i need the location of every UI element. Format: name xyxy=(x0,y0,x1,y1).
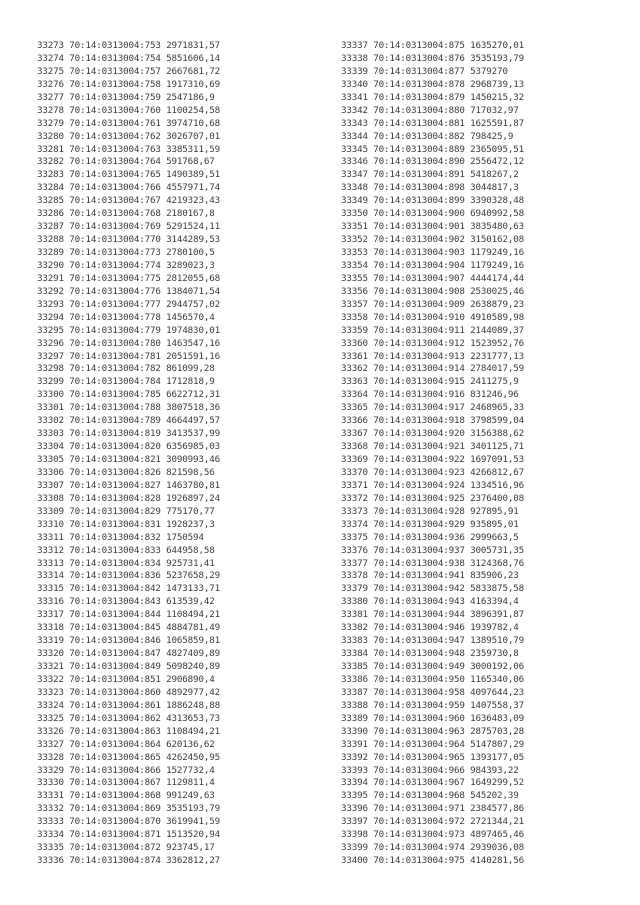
table-row: 33350 70:14:0313004:900 6940992,58 xyxy=(341,208,524,220)
table-row: 33391 70:14:0313004:964 5147807,29 xyxy=(341,738,524,750)
table-row: 33299 70:14:0313004:784 1712818,9 xyxy=(37,376,215,388)
table-row: 33346 70:14:0313004:890 2556472,12 xyxy=(341,156,524,168)
table-row: 33300 70:14:0313004:785 6622712,31 xyxy=(37,389,220,401)
table-row: 33364 70:14:0313004:916 831246,96 xyxy=(341,389,519,401)
table-row: 33361 70:14:0313004:913 2231777,13 xyxy=(341,350,524,362)
table-row: 33311 70:14:0313004:832 1750594 xyxy=(37,531,204,543)
table-row: 33348 70:14:0313004:898 3044817,3 xyxy=(341,182,519,194)
table-row: 33395 70:14:0313004:968 545202,39 xyxy=(341,790,519,802)
table-row: 33354 70:14:0313004:904 1179249,16 xyxy=(341,259,524,271)
table-row: 33314 70:14:0313004:836 5237658,29 xyxy=(37,570,220,582)
table-row: 33360 70:14:0313004:912 1523952,76 xyxy=(341,337,524,349)
table-row: 33332 70:14:0313004:869 3535193,79 xyxy=(37,803,220,815)
table-row: 33279 70:14:0313004:761 3974710,68 xyxy=(37,117,220,129)
table-row: 33322 70:14:0313004:851 2906890,4 xyxy=(37,673,215,685)
table-row: 33312 70:14:0313004:833 644958,58 xyxy=(37,544,215,556)
table-row: 33318 70:14:0313004:845 4884781,49 xyxy=(37,622,220,634)
table-row: 33337 70:14:0313004:875 1635270,01 xyxy=(341,40,524,51)
table-row: 33397 70:14:0313004:972 2721344,21 xyxy=(341,816,524,828)
table-row: 33339 70:14:0313004:877 5379270 xyxy=(341,65,508,77)
table-row: 33276 70:14:0313004:758 1917310,69 xyxy=(37,78,220,90)
table-row: 33389 70:14:0313004:960 1636483,09 xyxy=(341,712,524,724)
table-row: 33396 70:14:0313004:971 2384577,86 xyxy=(341,803,524,815)
table-row: 33283 70:14:0313004:765 1490389,51 xyxy=(37,169,220,181)
table-row: 33386 70:14:0313004:950 1165340,06 xyxy=(341,673,524,685)
table-row: 33343 70:14:0313004:881 1625591,87 xyxy=(341,117,524,129)
table-row: 33313 70:14:0313004:834 925731,41 xyxy=(37,557,215,569)
table-row: 33284 70:14:0313004:766 4557971,74 xyxy=(37,182,220,194)
table-row: 33392 70:14:0313004:965 1393177,05 xyxy=(341,751,524,763)
table-row: 33278 70:14:0313004:760 1100254,58 xyxy=(37,104,220,116)
table-row: 33288 70:14:0313004:770 3144289,53 xyxy=(37,234,220,246)
table-row: 33305 70:14:0313004:821 3090993,46 xyxy=(37,454,220,465)
table-row: 33338 70:14:0313004:876 3535193,79 xyxy=(341,52,524,64)
table-row: 33357 70:14:0313004:909 2638879,23 xyxy=(341,298,524,310)
table-row: 33315 70:14:0313004:842 1473133,71 xyxy=(37,583,220,595)
table-row: 33329 70:14:0313004:866 1527732,4 xyxy=(37,764,215,776)
table-row: 33344 70:14:0313004:882 798425,9 xyxy=(341,130,514,142)
table-row: 33321 70:14:0313004:849 5098240,89 xyxy=(37,661,220,672)
table-row: 33358 70:14:0313004:910 4910589,98 xyxy=(341,311,524,323)
table-row: 33394 70:14:0313004:967 1649299,52 xyxy=(341,777,524,789)
table-row: 33327 70:14:0313004:864 620136,62 xyxy=(37,738,215,750)
table-row: 33285 70:14:0313004:767 4219323,43 xyxy=(37,195,220,207)
table-row: 33349 70:14:0313004:899 3390328,48 xyxy=(341,195,524,207)
table-row: 33369 70:14:0313004:922 1697091,53 xyxy=(341,454,524,465)
table-row: 33390 70:14:0313004:963 2875703,28 xyxy=(341,725,524,737)
table-row: 33356 70:14:0313004:908 2530025,46 xyxy=(341,285,524,297)
table-row: 33345 70:14:0313004:889 2365095,51 xyxy=(341,143,524,155)
table-row: 33277 70:14:0313004:759 2547186,9 xyxy=(37,91,215,103)
table-row: 33296 70:14:0313004:780 1463547,16 xyxy=(37,337,220,349)
table-row: 33342 70:14:0313004:880 717032,97 xyxy=(341,104,519,116)
table-row: 33382 70:14:0313004:946 1939782,4 xyxy=(341,622,519,634)
table-row: 33366 70:14:0313004:918 3798599,04 xyxy=(341,415,524,427)
table-row: 33298 70:14:0313004:782 861099,28 xyxy=(37,363,215,375)
table-row: 33384 70:14:0313004:948 2359730,8 xyxy=(341,648,519,660)
table-row: 33340 70:14:0313004:878 2968739,13 xyxy=(341,78,524,90)
table-row: 33380 70:14:0313004:943 4163394,4 xyxy=(341,596,519,608)
table-row: 33281 70:14:0313004:763 3385311,59 xyxy=(37,143,220,155)
table-row: 33290 70:14:0313004:774 3289023,3 xyxy=(37,259,215,271)
table-row: 33368 70:14:0313004:921 3401125,71 xyxy=(341,441,524,453)
table-row: 33371 70:14:0313004:924 1334516,96 xyxy=(341,479,524,491)
table-row: 33301 70:14:0313004:788 3807518,36 xyxy=(37,402,220,414)
table-row: 33316 70:14:0313004:843 613539,42 xyxy=(37,596,215,608)
table-row: 33351 70:14:0313004:901 3835480,63 xyxy=(341,221,524,233)
table-row: 33295 70:14:0313004:779 1974830,01 xyxy=(37,324,220,336)
table-row: 33306 70:14:0313004:826 821598,56 xyxy=(37,466,215,478)
table-row: 33325 70:14:0313004:862 4313653,73 xyxy=(37,712,220,724)
table-row: 33388 70:14:0313004:959 1407558,37 xyxy=(341,699,524,711)
table-row: 33324 70:14:0313004:861 1886248,88 xyxy=(37,699,220,711)
table-row: 33293 70:14:0313004:777 2944757,02 xyxy=(37,298,220,310)
table-row: 33274 70:14:0313004:754 5851606,14 xyxy=(37,52,220,64)
table-row: 33355 70:14:0313004:907 4444174,44 xyxy=(341,272,524,284)
table-row: 33336 70:14:0313004:874 3362812,27 xyxy=(37,855,220,867)
table-row: 33330 70:14:0313004:867 1129811,4 xyxy=(37,777,215,789)
table-row: 33370 70:14:0313004:923 4266812,67 xyxy=(341,466,524,478)
table-row: 33379 70:14:0313004:942 5833875,58 xyxy=(341,583,524,595)
table-row: 33317 70:14:0313004:844 1108494,21 xyxy=(37,609,220,621)
table-row: 33399 70:14:0313004:974 2939036,08 xyxy=(341,842,524,854)
table-row: 33303 70:14:0313004:819 3413537,99 xyxy=(37,428,220,440)
table-row: 33387 70:14:0313004:958 4097644,23 xyxy=(341,686,524,698)
table-row: 33347 70:14:0313004:891 5418267,2 xyxy=(341,169,519,181)
table-row: 33359 70:14:0313004:911 2144089,37 xyxy=(341,324,524,336)
table-row: 33372 70:14:0313004:925 2376400,08 xyxy=(341,492,524,504)
table-row: 33362 70:14:0313004:914 2784017,59 xyxy=(341,363,524,375)
table-row: 33291 70:14:0313004:775 2812055,68 xyxy=(37,272,220,284)
table-row: 33323 70:14:0313004:860 4892977,42 xyxy=(37,686,220,698)
table-row: 33286 70:14:0313004:768 2180167,8 xyxy=(37,208,215,220)
table-row: 33333 70:14:0313004:870 3619941,59 xyxy=(37,816,220,828)
table-row: 33374 70:14:0313004:929 935895,01 xyxy=(341,518,519,530)
table-row: 33320 70:14:0313004:847 4827409,89 xyxy=(37,648,220,660)
table-row: 33365 70:14:0313004:917 2468965,33 xyxy=(341,402,524,414)
table-row: 33289 70:14:0313004:773 2780100,5 xyxy=(37,247,215,258)
table-row: 33353 70:14:0313004:903 1179249,16 xyxy=(341,247,524,258)
table-row: 33352 70:14:0313004:902 3150162,08 xyxy=(341,234,524,246)
table-row: 33378 70:14:0313004:941 835906,23 xyxy=(341,570,519,582)
table-row: 33294 70:14:0313004:778 1456570,4 xyxy=(37,311,215,323)
table-row: 33326 70:14:0313004:863 1108494,21 xyxy=(37,725,220,737)
table-row: 33385 70:14:0313004:949 3000192,06 xyxy=(341,661,524,672)
left-column xyxy=(37,40,337,868)
table-row: 33308 70:14:0313004:828 1926897,24 xyxy=(37,492,220,504)
table-row: 33377 70:14:0313004:938 3124368,76 xyxy=(341,557,524,569)
table-row: 33367 70:14:0313004:920 3156388,62 xyxy=(341,428,524,440)
table-row: 33328 70:14:0313004:865 4262450,95 xyxy=(37,751,220,763)
table-row: 33400 70:14:0313004:975 4140281,56 xyxy=(341,855,524,867)
table-row: 33341 70:14:0313004:879 1450215,32 xyxy=(341,91,524,103)
table-row: 33292 70:14:0313004:776 1384071,54 xyxy=(37,285,220,297)
table-row: 33304 70:14:0313004:820 6356985,03 xyxy=(37,441,220,453)
table-row: 33381 70:14:0313004:944 3896391,87 xyxy=(341,609,524,621)
table-row: 33375 70:14:0313004:936 2999663,5 xyxy=(341,531,519,543)
table-row: 33376 70:14:0313004:937 3005731,35 xyxy=(341,544,524,556)
table-row: 33334 70:14:0313004:871 1513520,94 xyxy=(37,829,220,841)
table-row: 33331 70:14:0313004:868 991249,63 xyxy=(37,790,215,802)
table-row: 33373 70:14:0313004:928 927895,91 xyxy=(341,505,519,517)
table-row: 33282 70:14:0313004:764 591768,67 xyxy=(37,156,215,168)
right-column xyxy=(341,40,640,868)
table-row: 33275 70:14:0313004:757 2667681,72 xyxy=(37,65,220,77)
table-row: 33383 70:14:0313004:947 1389510,79 xyxy=(341,635,524,647)
table-row: 33319 70:14:0313004:846 1065859,81 xyxy=(37,635,220,647)
table-row: 33393 70:14:0313004:966 984393,22 xyxy=(341,764,519,776)
table-row: 33307 70:14:0313004:827 1463780,81 xyxy=(37,479,220,491)
table-row: 33273 70:14:0313004:753 2971831,57 xyxy=(37,40,220,51)
table-row: 33398 70:14:0313004:973 4897465,46 xyxy=(341,829,524,841)
table-row: 33335 70:14:0313004:872 923745,17 xyxy=(37,842,215,854)
table-row: 33280 70:14:0313004:762 3026707,01 xyxy=(37,130,220,142)
table-row: 33310 70:14:0313004:831 1928237,3 xyxy=(37,518,215,530)
table-row: 33302 70:14:0313004:789 4664497,57 xyxy=(37,415,220,427)
table-row: 33287 70:14:0313004:769 5291524,11 xyxy=(37,221,220,233)
table-row: 33297 70:14:0313004:781 2051591,16 xyxy=(37,350,220,362)
table-row: 33309 70:14:0313004:829 775170,77 xyxy=(37,505,215,517)
table-row: 33363 70:14:0313004:915 2411275,9 xyxy=(341,376,519,388)
